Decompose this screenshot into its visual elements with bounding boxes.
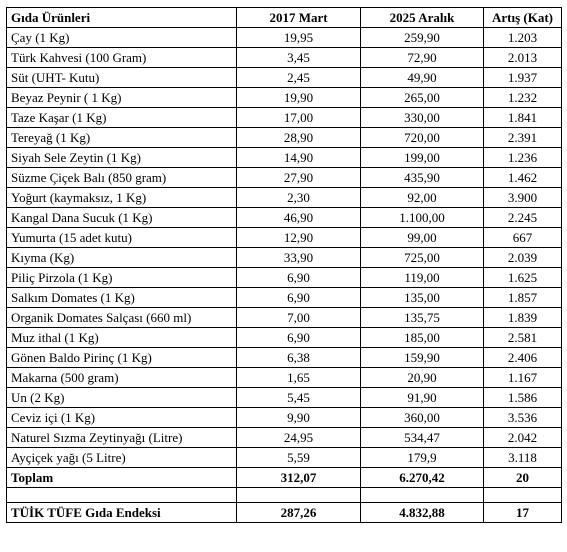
total-2017: 312,07 <box>237 468 361 488</box>
cell-product: Salkım Domates (1 Kg) <box>7 288 237 308</box>
cell-product: Ceviz içi (1 Kg) <box>7 408 237 428</box>
cell-price-2017: 14,90 <box>237 148 361 168</box>
cell-price-2025: 435,90 <box>361 168 484 188</box>
table-row <box>7 88 562 108</box>
cell-increase: 1.167 <box>484 368 562 388</box>
index-row <box>7 503 562 523</box>
cell-increase: 3.118 <box>484 448 562 468</box>
total-label: Toplam <box>7 468 237 488</box>
cell-product: Türk Kahvesi (100 Gram) <box>7 48 237 68</box>
table-row <box>7 128 562 148</box>
price-table-container <box>6 7 562 523</box>
cell-price-2017: 6,90 <box>237 328 361 348</box>
index-increase: 17 <box>484 503 562 523</box>
cell-product: Yumurta (15 adet kutu) <box>7 228 237 248</box>
table-row <box>7 248 562 268</box>
cell-price-2025: 725,00 <box>361 248 484 268</box>
table-row <box>7 68 562 88</box>
cell-product: Süt (UHT- Kutu) <box>7 68 237 88</box>
cell-price-2017: 2,45 <box>237 68 361 88</box>
cell-increase: 1.586 <box>484 388 562 408</box>
spacer-cell <box>237 488 361 503</box>
cell-price-2017: 28,90 <box>237 128 361 148</box>
cell-price-2025: 1.100,00 <box>361 208 484 228</box>
header-2025: 2025 Aralık <box>361 8 484 28</box>
table-row <box>7 48 562 68</box>
cell-price-2017: 5,59 <box>237 448 361 468</box>
cell-price-2017: 3,45 <box>237 48 361 68</box>
cell-increase: 1.236 <box>484 148 562 168</box>
cell-product: Kangal Dana Sucuk (1 Kg) <box>7 208 237 228</box>
cell-price-2025: 330,00 <box>361 108 484 128</box>
cell-product: Beyaz Peynir ( 1 Kg) <box>7 88 237 108</box>
cell-increase: 2.391 <box>484 128 562 148</box>
table-row <box>7 268 562 288</box>
index-2025: 4.832,88 <box>361 503 484 523</box>
table-row <box>7 328 562 348</box>
cell-price-2025: 185,00 <box>361 328 484 348</box>
cell-price-2017: 7,00 <box>237 308 361 328</box>
table-row <box>7 368 562 388</box>
table-row <box>7 208 562 228</box>
cell-price-2025: 20,90 <box>361 368 484 388</box>
cell-price-2017: 12,90 <box>237 228 361 248</box>
cell-price-2017: 9,90 <box>237 408 361 428</box>
table-row <box>7 308 562 328</box>
cell-product: Kıyma (Kg) <box>7 248 237 268</box>
cell-price-2017: 19,95 <box>237 28 361 48</box>
cell-increase: 1.462 <box>484 168 562 188</box>
cell-price-2017: 6,90 <box>237 288 361 308</box>
cell-price-2017: 46,90 <box>237 208 361 228</box>
cell-price-2025: 91,90 <box>361 388 484 408</box>
total-row <box>7 468 562 488</box>
cell-product: Muz ithal (1 Kg) <box>7 328 237 348</box>
table-row <box>7 148 562 168</box>
cell-price-2025: 135,75 <box>361 308 484 328</box>
cell-increase: 1.625 <box>484 268 562 288</box>
index-label: TÜİK TÜFE Gıda Endeksi <box>7 503 237 523</box>
cell-increase: 1.203 <box>484 28 562 48</box>
table-row <box>7 108 562 128</box>
total-increase: 20 <box>484 468 562 488</box>
cell-product: Siyah Sele Zeytin (1 Kg) <box>7 148 237 168</box>
cell-price-2017: 1,65 <box>237 368 361 388</box>
total-2025: 6.270,42 <box>361 468 484 488</box>
cell-price-2017: 6,90 <box>237 268 361 288</box>
cell-increase: 1.232 <box>484 88 562 108</box>
food-price-table <box>6 7 562 523</box>
cell-price-2025: 92,00 <box>361 188 484 208</box>
cell-product: Taze Kaşar (1 Kg) <box>7 108 237 128</box>
cell-increase: 2.039 <box>484 248 562 268</box>
cell-product: Çay (1 Kg) <box>7 28 237 48</box>
table-row <box>7 348 562 368</box>
spacer-row <box>7 488 562 503</box>
cell-price-2017: 24,95 <box>237 428 361 448</box>
cell-product: Ayçiçek yağı (5 Litre) <box>7 448 237 468</box>
cell-price-2017: 17,00 <box>237 108 361 128</box>
cell-price-2025: 135,00 <box>361 288 484 308</box>
cell-price-2017: 5,45 <box>237 388 361 408</box>
cell-increase: 2.245 <box>484 208 562 228</box>
cell-price-2025: 179,9 <box>361 448 484 468</box>
cell-price-2025: 119,00 <box>361 268 484 288</box>
cell-price-2025: 49,90 <box>361 68 484 88</box>
table-row <box>7 228 562 248</box>
header-increase: Artış (Kat) <box>484 8 562 28</box>
spacer-cell <box>484 488 562 503</box>
table-row <box>7 448 562 468</box>
cell-price-2017: 19,90 <box>237 88 361 108</box>
table-header-row <box>7 8 562 28</box>
cell-product: Yoğurt (kaymaksız, 1 Kg) <box>7 188 237 208</box>
cell-increase: 3.536 <box>484 408 562 428</box>
cell-price-2025: 159,90 <box>361 348 484 368</box>
index-2017: 287,26 <box>237 503 361 523</box>
cell-product: Makarna (500 gram) <box>7 368 237 388</box>
spacer-cell <box>361 488 484 503</box>
header-product: Gıda Ürünleri <box>7 8 237 28</box>
cell-price-2025: 72,90 <box>361 48 484 68</box>
cell-product: Organik Domates Salçası (660 ml) <box>7 308 237 328</box>
cell-increase: 2.581 <box>484 328 562 348</box>
cell-price-2017: 6,38 <box>237 348 361 368</box>
cell-increase: 667 <box>484 228 562 248</box>
table-row <box>7 408 562 428</box>
cell-product: Süzme Çiçek Balı (850 gram) <box>7 168 237 188</box>
cell-price-2025: 534,47 <box>361 428 484 448</box>
cell-price-2017: 2,30 <box>237 188 361 208</box>
cell-increase: 2.042 <box>484 428 562 448</box>
cell-price-2017: 33,90 <box>237 248 361 268</box>
table-row <box>7 28 562 48</box>
cell-product: Naturel Sızma Zeytinyağı (Litre) <box>7 428 237 448</box>
cell-product: Piliç Pirzola (1 Kg) <box>7 268 237 288</box>
header-2017: 2017 Mart <box>237 8 361 28</box>
table-row <box>7 188 562 208</box>
cell-increase: 3.900 <box>484 188 562 208</box>
cell-increase: 2.406 <box>484 348 562 368</box>
cell-price-2025: 199,00 <box>361 148 484 168</box>
cell-increase: 1.841 <box>484 108 562 128</box>
cell-increase: 2.013 <box>484 48 562 68</box>
cell-price-2025: 99,00 <box>361 228 484 248</box>
cell-product: Un (2 Kg) <box>7 388 237 408</box>
table-row <box>7 168 562 188</box>
cell-increase: 1.839 <box>484 308 562 328</box>
cell-product: Tereyağ (1 Kg) <box>7 128 237 148</box>
table-row <box>7 428 562 448</box>
table-row <box>7 388 562 408</box>
cell-price-2025: 720,00 <box>361 128 484 148</box>
cell-price-2025: 259,90 <box>361 28 484 48</box>
cell-increase: 1.937 <box>484 68 562 88</box>
spacer-cell <box>7 488 237 503</box>
cell-increase: 1.857 <box>484 288 562 308</box>
cell-price-2017: 27,90 <box>237 168 361 188</box>
table-body <box>7 28 562 468</box>
cell-price-2025: 360,00 <box>361 408 484 428</box>
cell-price-2025: 265,00 <box>361 88 484 108</box>
table-row <box>7 288 562 308</box>
cell-product: Gönen Baldo Pirinç (1 Kg) <box>7 348 237 368</box>
